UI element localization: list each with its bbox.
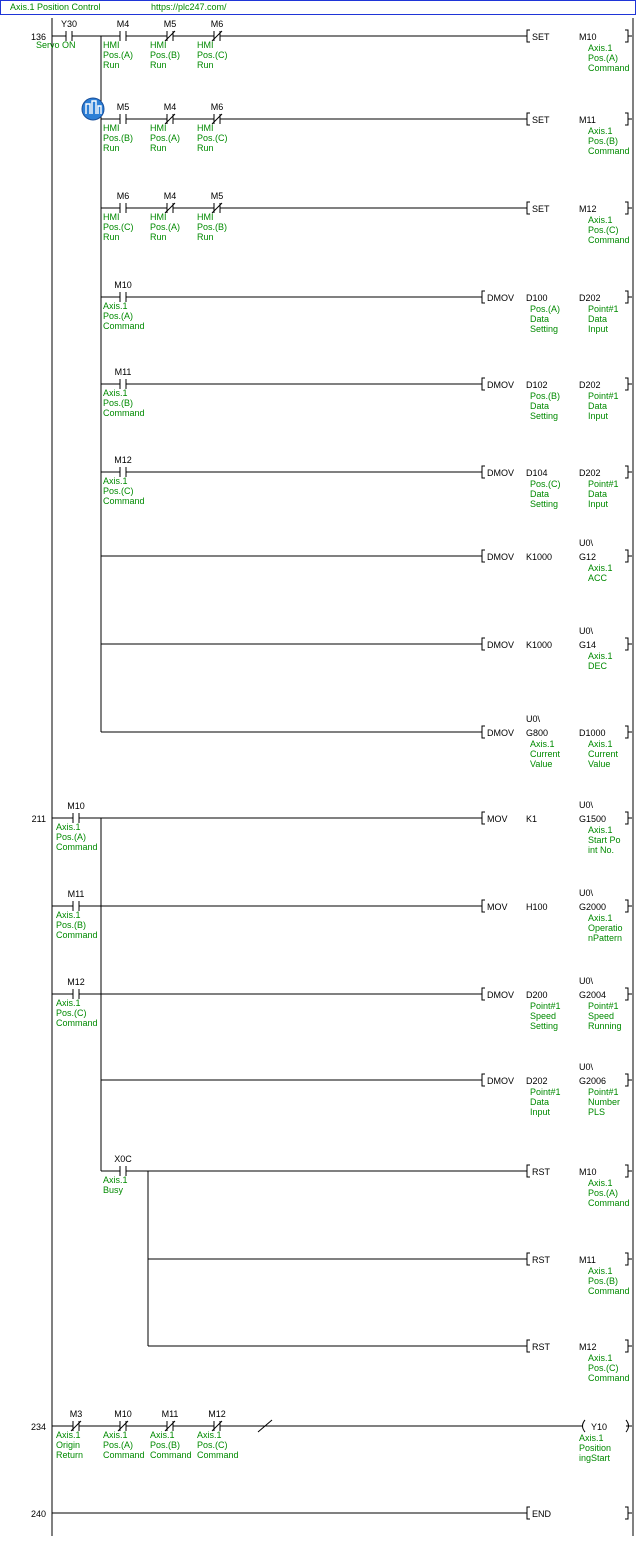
instruction-open-bracket: [527, 1507, 530, 1519]
device-comment: Run: [150, 143, 167, 153]
device-address: M11: [67, 889, 85, 899]
operand-device: K1000: [526, 552, 553, 562]
contact-m6[interactable]: [103, 191, 134, 242]
device-comment: Pos.(B): [103, 133, 134, 143]
device-comment: Pos.(A): [150, 133, 181, 143]
device-comment: Pos.(C): [103, 222, 134, 232]
contact-m4[interactable]: [103, 19, 133, 70]
device-comment: Command: [56, 930, 98, 940]
instruction-close-bracket: [625, 1507, 628, 1519]
operand-device: D202: [579, 293, 601, 303]
instruction-rst[interactable]: [527, 1165, 632, 1208]
operand-device: M11: [579, 1255, 596, 1265]
instruction-rst[interactable]: [527, 1253, 632, 1296]
device-comment: Pos.(A): [150, 222, 181, 232]
device-address: M11: [161, 1409, 179, 1419]
contact-m11[interactable]: [56, 889, 98, 940]
instruction-open-bracket: [482, 900, 485, 912]
instruction-open-bracket: [527, 1253, 530, 1265]
operand-comment: Setting: [530, 1021, 559, 1031]
instruction-close-bracket: [625, 550, 628, 562]
program-url: https://plc247.com/: [151, 2, 227, 12]
device-comment: ingStart: [579, 1453, 611, 1463]
operand-device: G2006: [579, 1076, 607, 1086]
device-comment: Pos.(A): [103, 50, 134, 60]
instruction-set[interactable]: [527, 113, 632, 156]
step-number: 234: [30, 1422, 46, 1432]
operand-comment: Point#1: [588, 1087, 619, 1097]
instruction-dmov[interactable]: [482, 466, 632, 509]
operand-comment: Input: [588, 499, 609, 509]
instruction-dmov[interactable]: [482, 626, 632, 671]
instruction-close-bracket: [625, 113, 628, 125]
device-comment: Pos.(B): [56, 920, 87, 930]
contact-m5[interactable]: [197, 191, 227, 242]
operand-comment: Data: [588, 314, 608, 324]
operand-comment: Input: [588, 324, 609, 334]
operand-comment: Axis.1: [588, 1178, 613, 1188]
device-address: M10: [114, 280, 132, 290]
operand-comment: Axis.1: [588, 563, 613, 573]
operand-device: D202: [579, 380, 601, 390]
instruction-mov[interactable]: [482, 800, 632, 855]
device-comment: Pos.(C): [103, 486, 134, 496]
operand-device: G800: [526, 728, 549, 738]
device-comment: Pos.(A): [103, 1440, 134, 1450]
device-comment: Pos.(B): [197, 222, 228, 232]
operand-device: H100: [526, 902, 548, 912]
operand-device: M11: [579, 115, 596, 125]
device-comment: Pos.(B): [150, 50, 181, 60]
device-address: M11: [114, 367, 132, 377]
device-address: M5: [163, 19, 177, 29]
contact-m6[interactable]: [197, 19, 228, 70]
operand-comment: Axis.1: [588, 1266, 613, 1276]
operand-device: G1500: [579, 814, 607, 824]
instruction-close-bracket: [625, 1165, 628, 1177]
device-comment: Axis.1: [56, 822, 81, 832]
operand-comment: Point#1: [588, 1001, 619, 1011]
operand-prefix: U0\: [579, 626, 594, 636]
coil-device: Y10: [591, 1422, 608, 1432]
operand-device: M12: [579, 204, 597, 214]
operand-prefix: U0\: [526, 714, 541, 724]
device-comment: Pos.(C): [197, 133, 228, 143]
contact-m10[interactable]: [103, 280, 145, 331]
instruction-close-bracket: [625, 988, 628, 1000]
instruction-mnemonic: DMOV: [487, 990, 514, 1000]
device-comment: Axis.1: [103, 301, 128, 311]
operand-comment: Point#1: [530, 1001, 561, 1011]
instruction-mnemonic: DMOV: [487, 728, 514, 738]
device-address: M6: [116, 191, 130, 201]
operand-comment: Axis.1: [588, 739, 613, 749]
operand-comment: Pos.(C): [588, 1363, 619, 1373]
device-comment: Axis.1: [103, 388, 128, 398]
instruction-close-bracket: [625, 1340, 628, 1352]
device-comment: Command: [103, 496, 145, 506]
instruction-mnemonic: DMOV: [487, 293, 514, 303]
device-comment: HMI: [197, 40, 214, 50]
contact-m12[interactable]: [103, 455, 145, 506]
operand-comment: Axis.1: [530, 739, 555, 749]
instruction-close-bracket: [625, 378, 628, 390]
operand-prefix: U0\: [579, 976, 594, 986]
device-address: M3: [69, 1409, 83, 1419]
device-address: M4: [163, 102, 177, 112]
device-comment: Return: [56, 1450, 84, 1460]
operand-device: D104: [526, 468, 548, 478]
operand-comment: Current: [588, 749, 619, 759]
instruction-close-bracket: [625, 812, 628, 824]
instruction-dmov[interactable]: [482, 378, 632, 421]
contact-m5[interactable]: [103, 102, 133, 153]
instruction-out[interactable]: [579, 1420, 632, 1463]
operand-comment: Number: [588, 1097, 621, 1107]
device-comment: Run: [150, 60, 167, 70]
step-number: 211: [31, 814, 46, 824]
device-comment: Run: [197, 232, 214, 242]
operand-prefix: U0\: [579, 800, 594, 810]
operand-device: G12: [579, 552, 597, 562]
instruction-dmov[interactable]: [482, 1062, 632, 1117]
instruction-close-bracket: [625, 726, 628, 738]
operand-comment: Input: [530, 1107, 551, 1117]
operand-comment: Command: [588, 63, 630, 73]
instruction-mnemonic: RST: [532, 1342, 550, 1352]
instruction-close-bracket: [625, 638, 628, 650]
device-comment: Run: [103, 143, 120, 153]
operand-comment: Point#1: [588, 479, 619, 489]
instruction-open-bracket: [482, 812, 485, 824]
contact-m12[interactable]: [197, 1409, 239, 1460]
operand-comment: Start Po: [588, 835, 621, 845]
instruction-open-bracket: [482, 988, 485, 1000]
operand-comment: Command: [588, 146, 630, 156]
contact-m12[interactable]: [56, 977, 98, 1028]
device-comment: HMI: [103, 40, 120, 50]
device-comment: Servo ON: [36, 40, 76, 50]
operand-comment: Axis.1: [588, 43, 613, 53]
device-address: M10: [67, 801, 85, 811]
contact-m10[interactable]: [103, 1409, 145, 1460]
device-comment: Command: [56, 1018, 98, 1028]
device-address: M10: [114, 1409, 132, 1419]
contact-m5[interactable]: [150, 19, 180, 70]
operand-comment: Command: [588, 235, 630, 245]
device-comment: Axis.1: [197, 1430, 222, 1440]
operand-device: M10: [579, 32, 597, 42]
instruction-mnemonic: DMOV: [487, 552, 514, 562]
operand-comment: Setting: [530, 324, 559, 334]
device-comment: Pos.(B): [103, 398, 134, 408]
device-address: M12: [67, 977, 85, 987]
operand-device: G2000: [579, 902, 607, 912]
operand-comment: Speed: [588, 1011, 615, 1021]
operand-comment: Command: [588, 1373, 630, 1383]
device-comment: HMI: [103, 123, 120, 133]
operand-comment: Axis.1: [588, 126, 613, 136]
instruction-open-bracket: [527, 1165, 530, 1177]
operand-comment: Data: [530, 314, 550, 324]
instruction-dmov[interactable]: [482, 976, 632, 1031]
operand-comment: Pos.(A): [588, 53, 619, 63]
device-address: Y30: [60, 19, 78, 29]
instruction-set[interactable]: [527, 202, 632, 245]
device-address: M12: [208, 1409, 226, 1419]
instruction-mnemonic: RST: [532, 1167, 550, 1177]
operand-prefix: U0\: [579, 1062, 594, 1072]
instruction-mnemonic: DMOV: [487, 640, 514, 650]
operand-comment: Pos.(B): [588, 136, 619, 146]
device-comment: Pos.(A): [103, 311, 134, 321]
device-address: M4: [163, 191, 177, 201]
operand-comment: Operatio: [588, 923, 623, 933]
device-comment: Axis.1: [103, 1430, 128, 1440]
operand-comment: Speed: [530, 1011, 557, 1021]
instruction-mnemonic: DMOV: [487, 380, 514, 390]
operand-comment: Running: [588, 1021, 622, 1031]
operand-device: D100: [526, 293, 548, 303]
instruction-mnemonic: DMOV: [487, 468, 514, 478]
device-address: M12: [114, 455, 132, 465]
operand-comment: Axis.1: [588, 215, 613, 225]
operand-comment: Data: [530, 401, 550, 411]
operand-comment: Pos.(B): [530, 391, 561, 401]
instruction-dmov[interactable]: [482, 538, 632, 583]
instruction-close-bracket: [625, 1074, 628, 1086]
instruction-open-bracket: [527, 113, 530, 125]
instruction-open-bracket: [482, 466, 485, 478]
instruction-open-bracket: [482, 378, 485, 390]
device-comment: Position: [579, 1443, 612, 1453]
instruction-close-bracket: [625, 202, 628, 214]
instruction-dmov[interactable]: [482, 714, 632, 769]
device-comment: Command: [103, 1450, 145, 1460]
operand-comment: nPattern: [588, 933, 623, 943]
contact-m6[interactable]: [197, 102, 228, 153]
operand-comment: Pos.(A): [588, 1188, 619, 1198]
device-comment: HMI: [150, 212, 167, 222]
device-comment: Run: [197, 143, 214, 153]
instruction-mnemonic: DMOV: [487, 1076, 514, 1086]
device-comment: Pos.(C): [56, 1008, 87, 1018]
plc-cursor-icon[interactable]: [82, 98, 104, 120]
operand-comment: Pos.(B): [588, 1276, 619, 1286]
instruction-rst[interactable]: [527, 1340, 632, 1383]
operand-comment: Value: [530, 759, 553, 769]
contact-x0c[interactable]: [103, 1154, 132, 1195]
device-comment: Axis.1: [579, 1433, 604, 1443]
contact-m11[interactable]: [150, 1409, 192, 1460]
device-comment: Command: [56, 842, 98, 852]
operand-comment: PLS: [588, 1107, 606, 1117]
instruction-dmov[interactable]: [482, 291, 632, 334]
instruction-mnemonic: END: [532, 1509, 552, 1519]
device-comment: Pos.(B): [150, 1440, 181, 1450]
contact-m3[interactable]: [56, 1409, 83, 1460]
instruction-mnemonic: SET: [532, 32, 550, 42]
operand-comment: Axis.1: [588, 1353, 613, 1363]
instruction-open-bracket: [482, 550, 485, 562]
operand-comment: ACC: [588, 573, 608, 583]
device-comment: Command: [150, 1450, 192, 1460]
instruction-open-bracket: [482, 726, 485, 738]
operand-comment: Input: [588, 411, 609, 421]
step-number: 136: [30, 32, 46, 42]
operand-comment: Pos.(A): [530, 304, 561, 314]
operand-comment: Point#1: [588, 304, 619, 314]
step-number: 240: [30, 1509, 46, 1519]
instruction-open-bracket: [482, 291, 485, 303]
operand-device: D200: [526, 990, 548, 1000]
instruction-close-bracket: [625, 466, 628, 478]
instruction-mnemonic: SET: [532, 204, 550, 214]
device-comment: Busy: [103, 1185, 124, 1195]
program-header: [0, 0, 636, 15]
device-comment: HMI: [103, 212, 120, 222]
device-comment: Axis.1: [56, 1430, 81, 1440]
instruction-set[interactable]: [527, 30, 632, 73]
operand-prefix: U0\: [579, 538, 594, 548]
instruction-mnemonic: SET: [532, 115, 550, 125]
operand-comment: Axis.1: [588, 913, 613, 923]
contact-m10[interactable]: [56, 801, 98, 852]
device-comment: Origin: [56, 1440, 81, 1450]
contact-m4[interactable]: [150, 102, 180, 153]
operand-device: D1000: [579, 728, 606, 738]
operand-device: K1: [526, 814, 538, 824]
instruction-mnemonic: MOV: [487, 814, 508, 824]
operand-comment: Point#1: [588, 391, 619, 401]
instruction-close-bracket: [625, 30, 628, 42]
instruction-close-bracket: [625, 291, 628, 303]
device-comment: Pos.(C): [197, 1440, 228, 1450]
contact-m11[interactable]: [103, 367, 145, 418]
device-comment: Run: [197, 60, 214, 70]
device-comment: Pos.(C): [197, 50, 228, 60]
device-address: M6: [210, 19, 224, 29]
coil-left: [583, 1420, 586, 1432]
instruction-open-bracket: [482, 638, 485, 650]
device-comment: HMI: [150, 40, 167, 50]
instruction-open-bracket: [527, 30, 530, 42]
instruction-open-bracket: [527, 1340, 530, 1352]
device-address: M6: [210, 102, 224, 112]
device-comment: Command: [103, 321, 145, 331]
device-comment: Run: [103, 232, 120, 242]
operand-comment: int No.: [588, 845, 615, 855]
operand-comment: Data: [530, 489, 550, 499]
operand-prefix: U0\: [579, 888, 594, 898]
device-comment: Pos.(A): [56, 832, 87, 842]
device-address: M5: [210, 191, 224, 201]
device-comment: Axis.1: [56, 998, 81, 1008]
operand-comment: Command: [588, 1198, 630, 1208]
instruction-open-bracket: [482, 1074, 485, 1086]
operand-comment: Data: [588, 401, 608, 411]
operand-device: G2004: [579, 990, 607, 1000]
device-comment: Axis.1: [150, 1430, 175, 1440]
operand-comment: Data: [530, 1097, 550, 1107]
operand-device: D102: [526, 380, 548, 390]
instruction-end[interactable]: [527, 1507, 632, 1519]
operand-comment: Axis.1: [588, 651, 613, 661]
operand-comment: Data: [588, 489, 608, 499]
operand-comment: Pos.(C): [588, 225, 619, 235]
instruction-close-bracket: [625, 1253, 628, 1265]
operand-comment: Command: [588, 1286, 630, 1296]
device-comment: HMI: [150, 123, 167, 133]
operand-comment: Setting: [530, 499, 559, 509]
program-title: Axis.1 Position Control: [10, 2, 101, 12]
operand-device: D202: [579, 468, 601, 478]
device-comment: Command: [103, 408, 145, 418]
operand-device: G14: [579, 640, 597, 650]
operand-comment: Setting: [530, 411, 559, 421]
device-comment: Axis.1: [56, 910, 81, 920]
device-comment: HMI: [197, 123, 214, 133]
device-address: M4: [116, 19, 130, 29]
instruction-open-bracket: [527, 202, 530, 214]
device-comment: Axis.1: [103, 1175, 128, 1185]
instruction-mnemonic: RST: [532, 1255, 550, 1265]
instruction-mnemonic: MOV: [487, 902, 508, 912]
device-address: M5: [116, 102, 130, 112]
operand-comment: Pos.(C): [530, 479, 561, 489]
operand-comment: Value: [588, 759, 611, 769]
operand-comment: Current: [530, 749, 561, 759]
device-comment: Run: [150, 232, 167, 242]
device-comment: Axis.1: [103, 476, 128, 486]
device-comment: HMI: [197, 212, 214, 222]
operand-device: M12: [579, 1342, 597, 1352]
operand-comment: Axis.1: [588, 825, 613, 835]
device-address: X0C: [114, 1154, 132, 1164]
contact-m4[interactable]: [150, 191, 180, 242]
operand-device: M10: [579, 1167, 597, 1177]
device-comment: Command: [197, 1450, 239, 1460]
operand-comment: Point#1: [530, 1087, 561, 1097]
device-comment: Run: [103, 60, 120, 70]
operand-device: K1000: [526, 640, 553, 650]
operand-device: D202: [526, 1076, 548, 1086]
instruction-close-bracket: [625, 900, 628, 912]
instruction-mov[interactable]: [482, 888, 632, 943]
operand-comment: DEC: [588, 661, 608, 671]
